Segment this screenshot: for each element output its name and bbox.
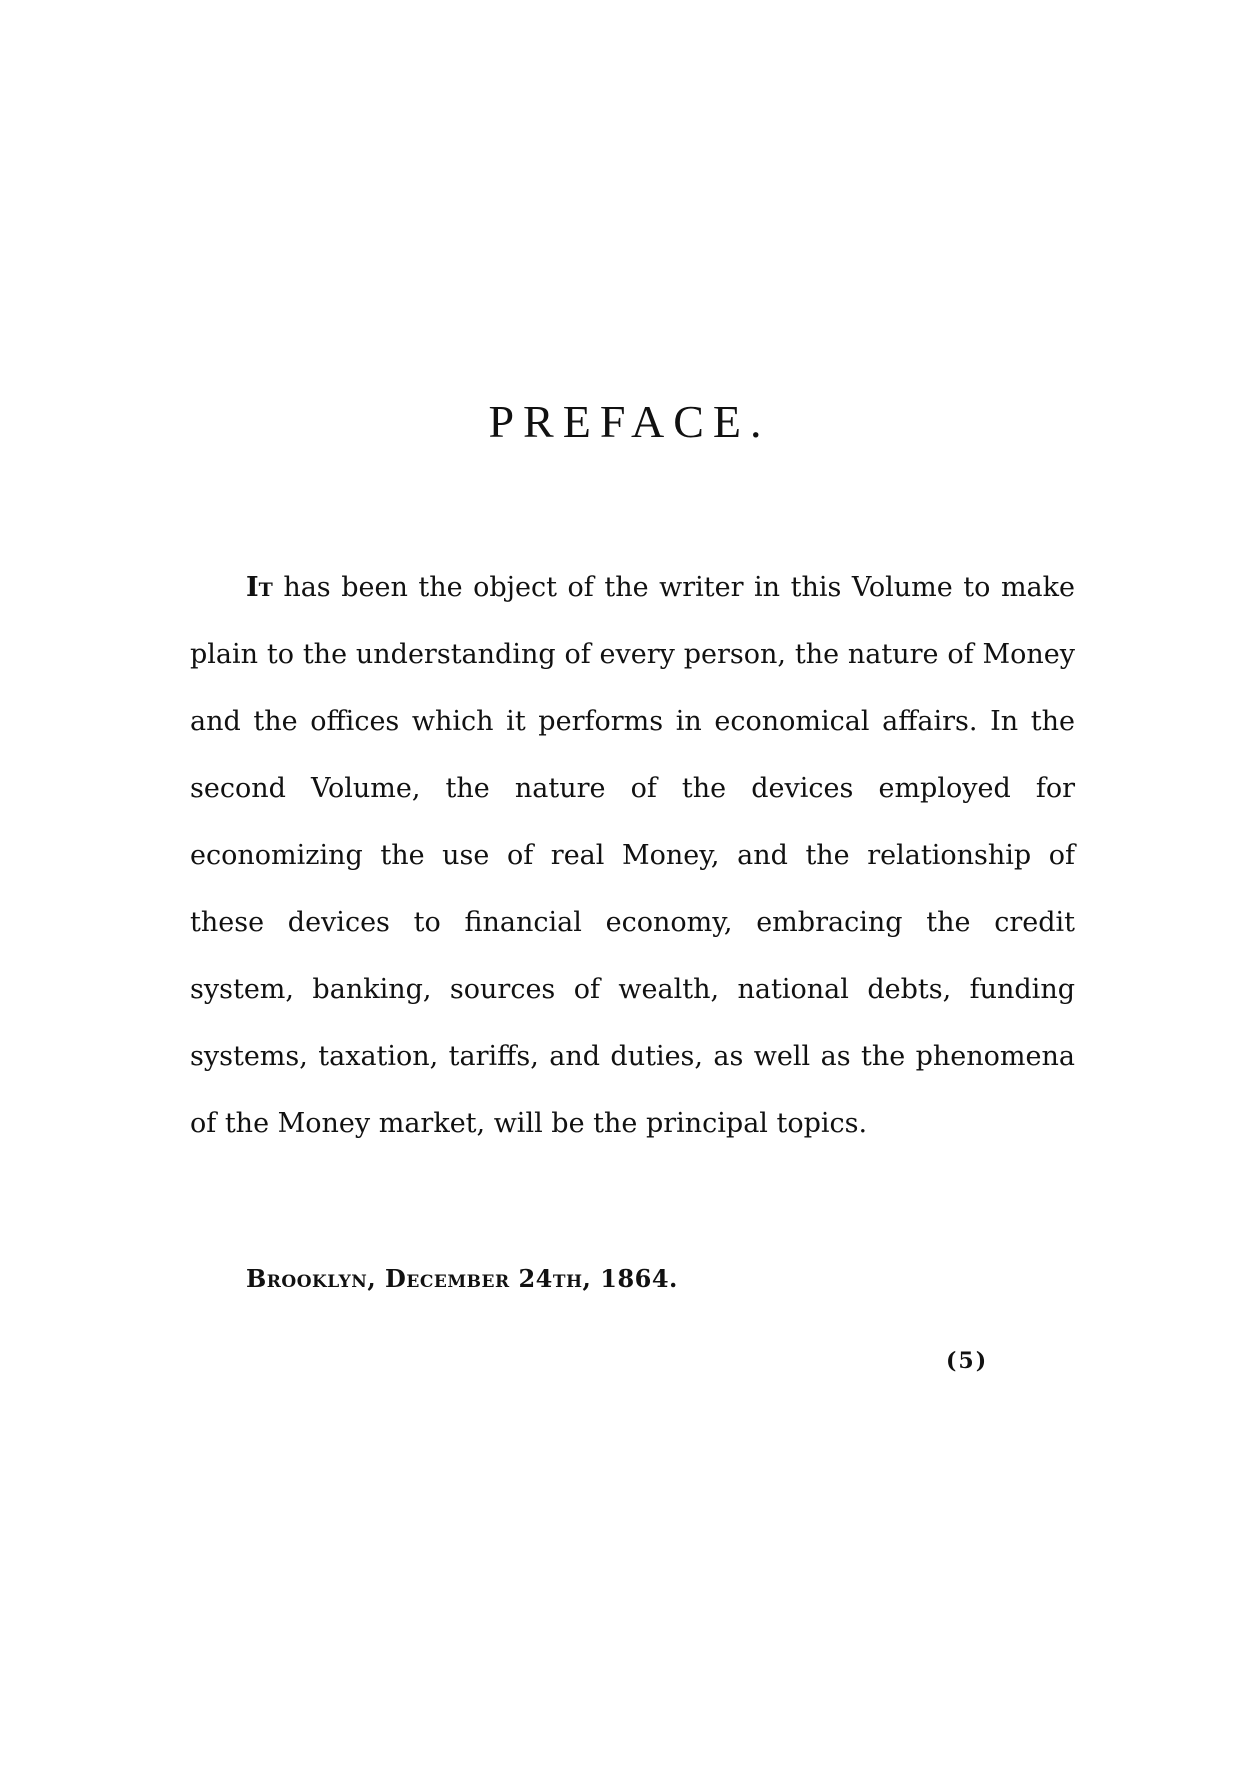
preface-paragraph [190, 554, 1075, 1157]
paragraph-lead-word: It [246, 572, 273, 603]
place-and-date-line: Brooklyn, December 24th, 1864. [246, 1264, 678, 1293]
page-title: PREFACE. [488, 396, 771, 447]
paragraph-text: has been the object of the writer in this Volume to make plain to the understanding of every person, the nature of Money and the offices which it performs in economical affairs. In the second Volume, the nature of the devices employed for economizing the use of real Money, and the relationship of these devices to financial economy, embracing the credit system, banking, sources of wealth, national debts, funding systems, taxation, tariffs, and duties, as well as the phenomena of the Money market, will be the principal topics. [190, 572, 1075, 1139]
page-number: (5) [946, 1348, 989, 1374]
